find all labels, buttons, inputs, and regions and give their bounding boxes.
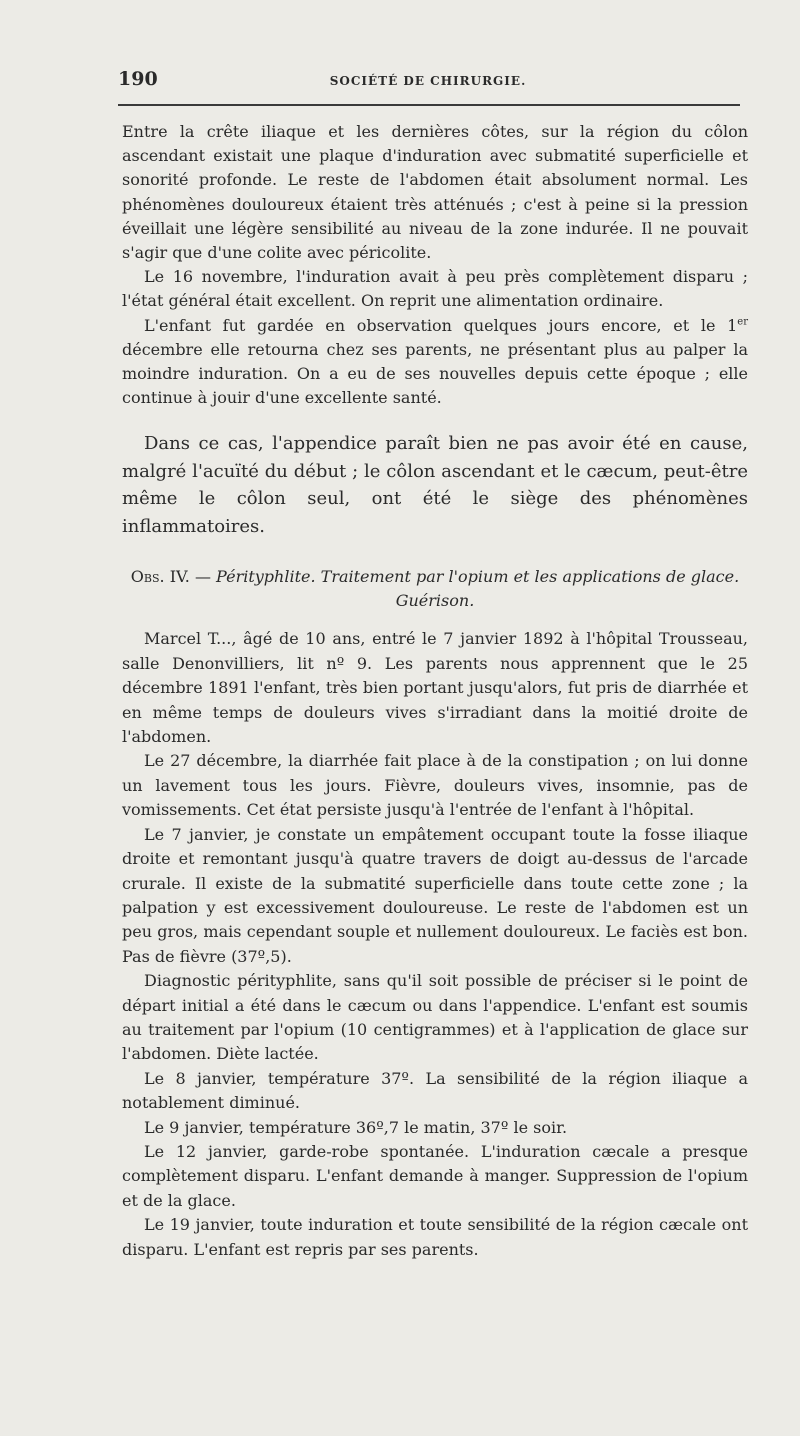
text-run: L'enfant fut gardée en observation quelques jours encore, et le 1 [144,315,738,335]
paragraph [122,314,748,411]
paragraph: Entre la crête iliaque et les dernières côtes, sur la région du côlon ascendant existait une plaque d'induration avec submatité superficielle et sonorité profonde. Le reste de l'abdomen était absolument normal. Les phénomènes douloureux étaient très atténués ; c'est à peine si la pression éveillait une légère sensibilité au niveau de la zone indurée. Il ne pouvait s'agir que d'une colite avec péricolite. [122,122,748,263]
case-paragraph: Le 19 janvier, toute induration et toute sensibilité de la région cæcale ont disparu. L'enfant est repris par ses parents. [122,1215,748,1259]
case-paragraph: Le 9 janvier, température 36º,7 le matin, 37º le soir. [144,1117,568,1137]
page-body [122,120,748,1262]
case-paragraph: Marcel T..., âgé de 10 ans, entré le 7 janvier 1892 à l'hôpital Trousseau, salle Denonvilliers, lit nº 9. Les parents nous apprennent que le 25 décembre 1891 l'enfant, très bien portant jusqu'alors, fut pris de diarrhée et en même temps de douleurs vives s'irradiant dans la moitié droite de l'abdomen. [122,629,748,747]
case-paragraph: Le 7 janvier, je constate un empâtement occupant toute la fosse iliaque droite et remontant jusqu'à quatre travers de doigt au-dessus de l'arcade crurale. Il existe de la submatité superficielle dans toute cette zone ; la palpation y est excessivement douloureuse. Le reste de l'abdomen est un peu gros, mais cependant souple et nullement douloureux. Le faciès est bon. Pas de fièvre (37º,5). [122,824,748,966]
observation-label: Obs. IV. [130,567,190,587]
case-paragraph: Le 12 janvier, garde-robe spontanée. L'induration cæcale a presque complètement disparu. L'enfant demande à manger. Suppression de l'opium et de la glace. [122,1141,748,1210]
observation-dash: — [189,567,217,587]
paragraph: Le 16 novembre, l'induration avait à peu près complètement disparu ; l'état général était excellent. On reprit une alimentation ordinaire. [122,267,748,311]
superscript: er [737,316,748,328]
summary-paragraph: Dans ce cas, l'appendice paraît bien ne pas avoir été en cause, malgré l'acuïté du début ; le côlon ascendant et le cæcum, peut-être même le côlon seul, ont été le siège des phénomènes inflammatoires. [122,433,748,537]
case-paragraph: Diagnostic pérityphlite, sans qu'il soit possible de préciser si le point de départ initial a été dans le cæcum ou dans l'appendice. L'enfant est soumis au traitement par l'opium (10 centigrammes) et à l'application de glace sur l'abdomen. Diète lactée. [122,971,748,1064]
observation-heading [122,565,748,613]
case-report [122,627,748,1262]
header-rule [118,104,740,106]
case-paragraph: Le 27 décembre, la diarrhée fait place à de la constipation ; on lui donne un lavement tous les jours. Fièvre, douleurs vives, insomnie, pas de vomissements. Cet état persiste jusqu'à l'entrée de l'enfant à l'hôpital. [122,751,748,820]
page-header [118,68,738,94]
running-title: SOCIÉTÉ DE CHIRURGIE. [329,74,527,88]
observation-title: Pérityphlite. Traitement par l'opium et les applications de glace. Guérison. [216,567,740,611]
page-number: 190 [118,68,158,90]
case-paragraph: Le 8 janvier, température 37º. La sensibilité de la région iliaque a notablement diminué. [122,1068,748,1113]
text-run: décembre elle retourna chez ses parents, ne présentant plus au palper la moindre induration. On a eu de ses nouvelles depuis cette époque ; elle continue à jouir d'une excellente santé. [122,339,748,408]
